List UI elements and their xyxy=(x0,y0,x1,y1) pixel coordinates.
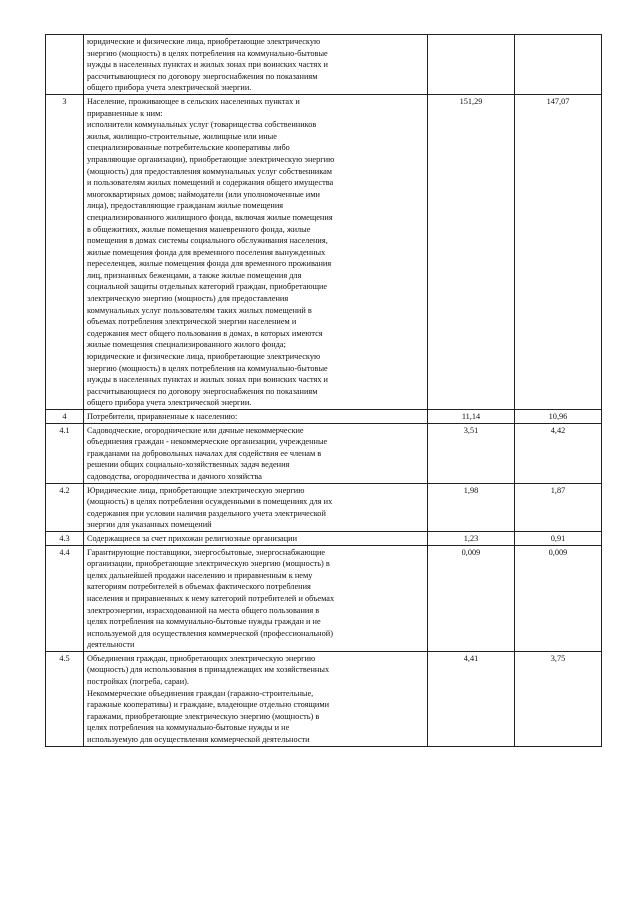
description-line: Содержащиеся за счет прихожан религиозные организации xyxy=(87,533,298,543)
value-column-2: 3,75 xyxy=(515,651,602,746)
description-line: Гарантирующие поставщики, энергосбытовые, энергоснабжающие xyxy=(87,547,326,557)
row-number: 4.3 xyxy=(46,531,84,545)
table-row xyxy=(46,94,602,409)
value-column-2: 10,96 xyxy=(515,410,602,424)
value-column-2: 4,42 xyxy=(515,423,602,483)
value-column-1 xyxy=(428,35,515,95)
description-line: энергию (мощность) в целях потребления на коммунально-бытовые xyxy=(87,363,328,373)
value-column-1: 3,51 xyxy=(428,423,515,483)
description-line: используемой для осуществления коммерческой (профессиональной) xyxy=(87,628,333,638)
description-line: целях потребления на коммунально-бытовые нужды граждан и не xyxy=(87,617,321,627)
description-line: деятельности xyxy=(87,640,135,650)
description-line: жилые помещения специализированного жилого фонда; xyxy=(87,340,286,350)
table-row xyxy=(46,545,602,651)
description-line: управляющие организации), приобретающие электрическую энергию xyxy=(87,154,335,164)
description-line: лиц, признанных беженцами, а также жилые помещения для xyxy=(87,270,302,280)
description-line: общего прибора учета электрической энергии. xyxy=(87,83,252,93)
consumer-category-description xyxy=(84,545,428,651)
description-line: гаражные кооперативы) и граждане, владеющие отдельно стоящими xyxy=(87,700,330,710)
description-line: организации, приобретающие электрическую энергию (мощность) в xyxy=(87,559,330,569)
description-line: и пользователям жилых помещений и содержания общего имущества xyxy=(87,178,334,188)
description-line: в общежитиях, жилые помещения маневренного фонда, жилые xyxy=(87,224,311,234)
description-line: лица), предоставляющие гражданам жилые помещения xyxy=(87,201,284,211)
description-line: переселенцев, жилые помещения фонда для временного проживания xyxy=(87,259,332,269)
description-line: целях потребления на коммунально-бытовые нужды и не xyxy=(87,723,290,733)
description-line: помещения в домах системы социального обслуживания населения, xyxy=(87,236,328,246)
description-line: Некоммерческие объединения граждан (гаражно-строительные, xyxy=(87,688,314,698)
description-line: содержания мест общего пользования в домах, в которых имеются xyxy=(87,328,323,338)
consumer-category-description xyxy=(84,651,428,746)
description-line: общего прибора учета электрической энергии. xyxy=(87,398,252,408)
description-line: социальной защиты отдельных категорий граждан, приобретающие xyxy=(87,282,328,292)
table-row xyxy=(46,483,602,531)
description-line: юридические и физические лица, приобретающие электрическую xyxy=(87,37,321,46)
description-line: коммунальных услуг пользователям таких жилых помещений в xyxy=(87,305,312,315)
description-line: жилья, жилищно-строительные, жилищные или иные xyxy=(87,131,277,141)
row-number: 4.2 xyxy=(46,483,84,531)
description-line: Объединения граждан, приобретающих электрическую энергию xyxy=(87,653,316,663)
value-column-1: 1,23 xyxy=(428,531,515,545)
description-line: Юридические лица, приобретающие электрическую энергию xyxy=(87,485,305,495)
description-line: Садоводческие, огороднические или дачные некоммерческие xyxy=(87,425,304,435)
description-line: энергии для указанных помещений xyxy=(87,520,212,530)
table-row xyxy=(46,531,602,545)
row-number: 4.1 xyxy=(46,423,84,483)
description-line: объемах потребления электрической энергии населением и xyxy=(87,317,297,327)
row-number: 4 xyxy=(46,410,84,424)
value-column-1: 4,41 xyxy=(428,651,515,746)
consumer-category-description xyxy=(84,94,428,409)
value-column-2: 1,87 xyxy=(515,483,602,531)
row-number: 4.4 xyxy=(46,545,84,651)
row-number: 4.5 xyxy=(46,651,84,746)
description-line: решении общих социально-хозяйственных задач ведения xyxy=(87,460,290,470)
table-row xyxy=(46,423,602,483)
value-column-1: 1,98 xyxy=(428,483,515,531)
description-line: многоквартирных домов; наймодатели (или уполномоченные ими xyxy=(87,189,320,199)
consumer-category-description xyxy=(84,423,428,483)
tariff-table-body xyxy=(46,35,602,747)
description-line: садоводства, огородничества и дачного хозяйства xyxy=(87,471,262,481)
description-line: содержания при условии наличия раздельного учета электрической xyxy=(87,508,326,518)
consumer-category-description xyxy=(84,410,428,424)
row-number: 3 xyxy=(46,94,84,409)
description-line: категориям потребителей в объемах фактического потребления xyxy=(87,582,311,592)
description-line: (мощность) в целях потребления осужденными в помещениях для их xyxy=(87,497,333,507)
description-line: используемую для осуществления коммерческой деятельности xyxy=(87,735,310,745)
description-line: объединения граждан - некоммерческие организации, учрежденные xyxy=(87,437,328,447)
description-line: исполнители коммунальных услуг (товарищества собственников xyxy=(87,120,317,130)
description-line: (мощность) для предоставления коммунальных услуг собственникам xyxy=(87,166,333,176)
description-line: населения и приравненных к нему категорий потребителей и объемах xyxy=(87,593,335,603)
value-column-1: 0,009 xyxy=(428,545,515,651)
table-row xyxy=(46,35,602,95)
table-row xyxy=(46,410,602,424)
value-column-2: 147,07 xyxy=(515,94,602,409)
description-line: Потребители, приравненные к населению: xyxy=(87,412,238,421)
value-column-2 xyxy=(515,35,602,95)
description-line: электрическую энергию (мощность) для предоставления xyxy=(87,294,289,304)
description-line: гаражами, приобретающие электрическую энергию (мощность) в xyxy=(87,711,320,721)
value-column-1: 151,29 xyxy=(428,94,515,409)
tariff-table xyxy=(45,34,602,747)
description-line: приравненные к ним: xyxy=(87,108,163,118)
value-column-1: 11,14 xyxy=(428,410,515,424)
description-line: нужды в населенных пунктах и жилых зонах при воинских частях и xyxy=(87,60,328,70)
description-line: специализированные потребительские кооперативы либо xyxy=(87,143,290,153)
description-line: нужды в населенных пунктах и жилых зонах при воинских частях и xyxy=(87,375,328,385)
description-line: юридические и физические лица, приобретающие электрическую xyxy=(87,352,321,362)
description-line: специализированного жилищного фонда, включая жилые помещения xyxy=(87,212,333,222)
description-line: (мощность) для использования в принадлежащих им хозяйственных xyxy=(87,665,330,675)
table-row xyxy=(46,651,602,746)
consumer-category-description xyxy=(84,531,428,545)
description-line: рассчитывающиеся по договору энергоснабжения по показаниям xyxy=(87,71,318,81)
value-column-2: 0,009 xyxy=(515,545,602,651)
description-line: Население, проживающее в сельских населенных пунктах и xyxy=(87,96,300,106)
value-column-2: 0,91 xyxy=(515,531,602,545)
consumer-category-description xyxy=(84,35,428,95)
description-line: постройках (погреба, сараи). xyxy=(87,677,189,687)
description-line: гражданами на добровольных началах для содействия ее членам в xyxy=(87,448,322,458)
consumer-category-description xyxy=(84,483,428,531)
description-line: жилые помещения фонда для временного поселения вынужденных xyxy=(87,247,326,257)
description-line: целях дальнейшей продажи населению и приравненным к нему xyxy=(87,570,313,580)
description-line: рассчитывающиеся по договору энергоснабжения по показаниям xyxy=(87,386,318,396)
description-line: энергию (мощность) в целях потребления на коммунально-бытовые xyxy=(87,48,328,58)
row-number xyxy=(46,35,84,95)
description-line: электроэнергии, израсходованной на места общего пользования в xyxy=(87,605,320,615)
